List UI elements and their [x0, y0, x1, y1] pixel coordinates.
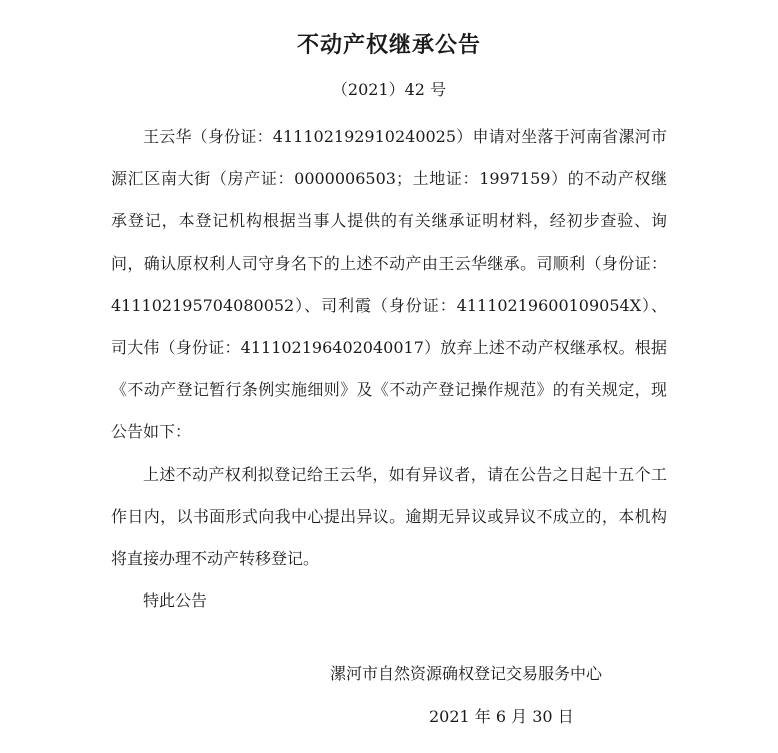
- paragraph-application: 王云华（身份证：411102192910240025）申请对坐落于河南省漯河市源汇区南大街（房产证：0000006503；土地证：1997159）的不动产权继承登记，本登记机构根据当事人提供的有关继承证明材料，经初步查验、询问，确认原权利人司守身名下的上述不动产由王云华继承。司顺利（身份证：411102195704080052）、司利霞（身份证：41110219600109054X）、司大伟（身份证：411102196402040017）放弃上述不动产权继承权。根据《不动产登记暂行条例实施细则》及《不动产登记操作规范》的有关规定，现公告如下：: [111, 127, 667, 442]
- paragraph-objection-notice: 上述不动产权利拟登记给王云华，如有异议者，请在公告之日起十五个工作日内，以书面形式向我中心提出异议。逾期无异议或异议不成立的，本机构将直接办理不动产转移登记。: [111, 464, 667, 569]
- closing-phrase: 特此公告: [143, 591, 208, 611]
- notice-body: [111, 116, 667, 622]
- document-number: （2021）42 号: [331, 80, 447, 99]
- notice-title: 不动产权继承公告: [296, 33, 481, 58]
- issuing-authority: 漯河市自然资源确权登记交易服务中心: [330, 664, 603, 683]
- issue-date: 2021 年 6 月 30 日: [429, 707, 574, 726]
